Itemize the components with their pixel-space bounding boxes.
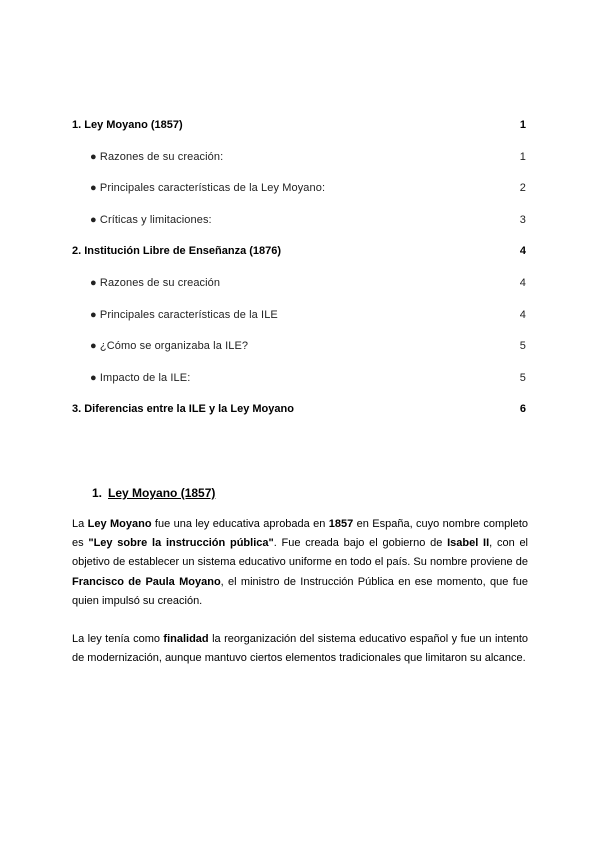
- paragraph-intro: La Ley Moyano fue una ley educativa aprobada en 1857 en España, cuyo nombre completo es "Ley sobre la instrucción pública". Fue creada bajo el gobierno de Isabel II, con el objetivo de establecer un sistema educativo uniforme en todo el país. Su nombre proviene de Francisco de Paula Moyano, el ministro de Instrucción Pública en ese momento, que fue quien impulsó su creación.: [72, 518, 529, 607]
- toc-entry-page: 3: [519, 213, 526, 226]
- toc-entry-label: ● Razones de su creación:: [90, 150, 224, 163]
- toc-entry-organizacion-ile[interactable]: [72, 333, 528, 365]
- toc-entry-page: 4: [519, 308, 526, 321]
- toc-entry-label: ● Principales características de la Ley Moyano:: [90, 182, 326, 195]
- toc-entry-page: 1: [519, 150, 526, 163]
- toc-entry-label: ● Razones de su creación: [90, 276, 221, 289]
- toc-entry-label: 3. Diferencias entre la ILE y la Ley Moyano: [72, 403, 294, 416]
- toc-entry-caracteristicas-ley-moyano[interactable]: [72, 175, 528, 207]
- toc-entry-ile[interactable]: [72, 238, 528, 270]
- toc-entry-label: ● Principales características de la ILE: [90, 308, 278, 321]
- toc-entry-razones-ile[interactable]: [72, 270, 528, 302]
- toc-entry-label: 2. Institución Libre de Enseñanza (1876): [72, 245, 282, 258]
- toc-entry-page: 4: [519, 276, 526, 289]
- toc-entry-page: 5: [519, 340, 526, 353]
- section-heading: [92, 486, 215, 500]
- toc-entry-label: ● Impacto de la ILE:: [90, 371, 191, 384]
- section-title: Ley Moyano (1857): [108, 486, 216, 500]
- toc-entry-diferencias[interactable]: [72, 396, 528, 428]
- toc-entry-criticas[interactable]: [72, 207, 528, 239]
- toc-entry-page: 6: [519, 403, 526, 416]
- toc-entry-label: ● ¿Cómo se organizaba la ILE?: [90, 340, 249, 353]
- section-number: 1.: [92, 486, 103, 500]
- toc-entry-page: 4: [519, 245, 526, 258]
- table-of-contents: [72, 112, 528, 428]
- toc-entry-ley-moyano[interactable]: [72, 112, 528, 144]
- toc-entry-page: 2: [519, 182, 526, 195]
- toc-entry-page: 1: [519, 119, 526, 131]
- toc-entry-label: 1. Ley Moyano (1857): [72, 119, 183, 131]
- toc-entry-label: ● Críticas y limitaciones:: [90, 213, 212, 226]
- toc-entry-page: 5: [519, 371, 526, 384]
- toc-entry-caracteristicas-ile[interactable]: [72, 302, 528, 334]
- toc-entry-razones-creacion[interactable]: [72, 144, 528, 176]
- toc-entry-impacto-ile[interactable]: [72, 365, 528, 397]
- paragraph-finalidad: La ley tenía como finalidad la reorganización del sistema educativo español y fue un intento de modernización, aunque mantuvo ciertos elementos tradicionales que limitaron su alcance.: [72, 633, 529, 665]
